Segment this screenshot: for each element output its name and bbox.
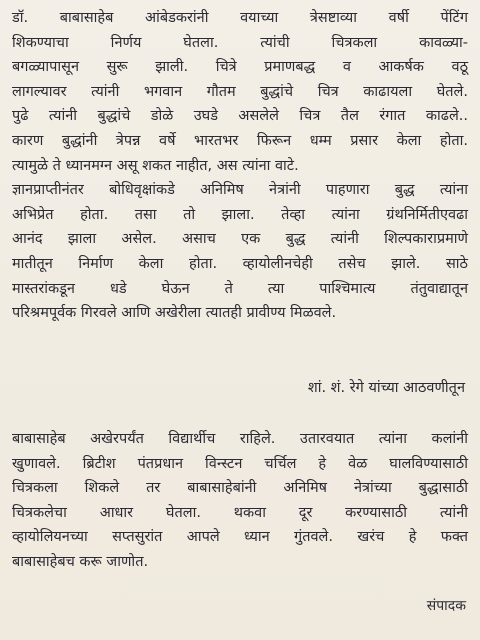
- text-line: खुणावले. ब्रिटीश पंतप्रधान विन्स्टन चर्चिल हे वेळ घालविण्यासाठी: [12, 455, 468, 472]
- text-line: मास्तरांकडून धडे घेऊन ते त्या पाश्चिमात्य तंतुवाद्यातून: [12, 280, 468, 297]
- editor-signature: संपादक: [426, 598, 466, 614]
- text-line: मातीतून निर्माण केला होता. व्हायोलीनचेही तसेच झाले. साठे: [12, 255, 468, 272]
- text-line: बगळ्यापासून सुरू झाली. चित्रे प्रमाणबद्ध व आकर्षक वठू: [12, 59, 468, 76]
- text-line: कारण बुद्धांनी त्रेपन्न वर्षे भारतभर फिरून धम्म प्रसार केला होता.: [12, 132, 468, 149]
- text-line: शिकण्याचा निर्णय घेतला. त्यांची चित्रकला कावळ्या-: [12, 34, 468, 51]
- text-line: ज्ञानप्राप्तीनंतर बोधिवृक्षांकडे अनिमिष नेत्रांनी पाहणारा बुद्ध त्यांना: [12, 182, 468, 199]
- article-paragraph-2: [12, 427, 468, 575]
- text-line: चित्रकलेचा आधार घेतला. थकवा दूर करण्यासाठी त्यांनी: [12, 504, 468, 521]
- text-line: अभिप्रेत होता. तसा तो झाला. तेव्हा त्यांना ग्रंथनिर्मितीएवढा: [12, 206, 468, 223]
- text-line: चित्रकला शिकले तर बाबासाहेबांनी अनिमिष नेत्रांच्या बुद्धासाठी: [12, 480, 468, 497]
- text-line: पुढे त्यांनी बुद्धांचे डोळे उघडे असलेले चित्र तैल रंगात काढले..: [12, 108, 468, 125]
- text-line: बाबासाहेब अखेरपर्यंत विद्यार्थीच राहिले. उतारवयात त्यांना कलांनी: [12, 431, 468, 447]
- text-line: आनंद झाला असेल. असाच एक बुद्ध त्यांनी शिल्पकाराप्रमाणे: [12, 231, 468, 248]
- text-line: त्यामुळे ते ध्यानमग्न असू शकत नाहीत, अस त्यांना वाटे.: [12, 157, 299, 174]
- text-line: व्हायोलियनच्या सप्तसुरांत आपले ध्यान गुंतवले. खरंच हे फक्त: [12, 529, 468, 546]
- text-line: लागल्यावर त्यांनी भगवान गौतम बुद्धांचे चित्र काढायला घेतले.: [12, 83, 468, 100]
- text-line: डॉ. बाबासाहेब आंबेडकरांनी वयाच्या त्रेसष्टाव्या वर्षी पेंटिंग: [12, 10, 468, 26]
- article-paragraph-1: [12, 6, 468, 326]
- text-line: परिश्रमपूर्वक गिरवले आणि अखेरीला त्यातही प्रावीण्य मिळवले.: [12, 305, 337, 322]
- quote-source-credit: शां. शं. रेगे यांच्या आठवणीतून: [307, 380, 465, 396]
- text-line: बाबासाहेबच करू जाणोत.: [12, 553, 149, 570]
